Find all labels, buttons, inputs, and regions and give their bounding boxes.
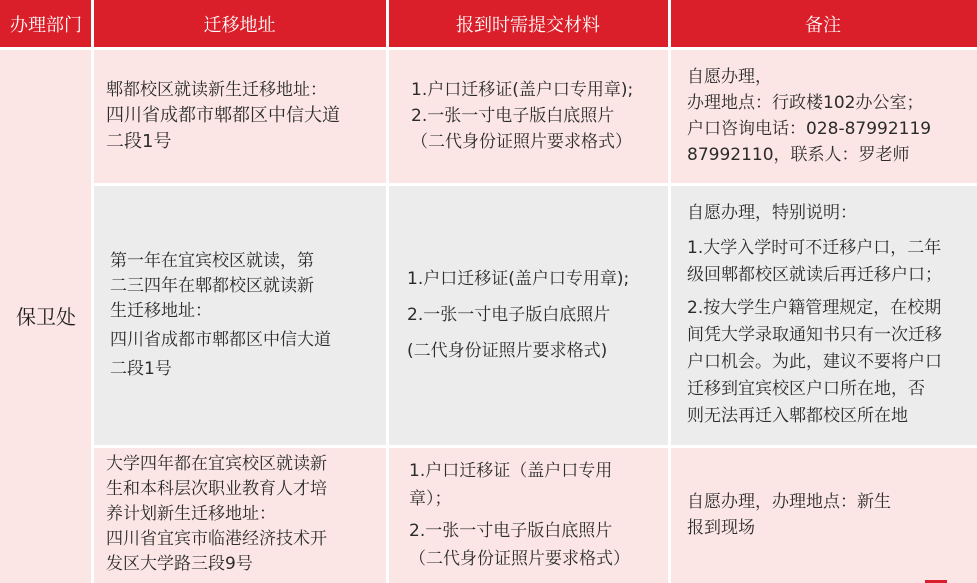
- row1-notes: [669, 48, 977, 184]
- row2-notes: [669, 184, 977, 446]
- header-department: 办理部门: [0, 0, 92, 48]
- row1-materials-line: 1.户口迁移证(盖户口专用章);: [411, 80, 634, 100]
- row2-address: [92, 184, 387, 446]
- row2-address-line: 四川省成都市郫都区中信大道: [110, 329, 331, 350]
- row2-notes-line: 1.大学入学时可不迁移户口，二年: [687, 238, 942, 258]
- grid-line: [0, 47, 977, 50]
- grid-line: [92, 183, 977, 186]
- row1-address-line: 郫都校区就读新生迁移地址：: [106, 80, 327, 100]
- row1-notes-line: 87992110，联系人：罗老师: [687, 145, 910, 165]
- row3-materials-line: 1.户口迁移证（盖户口专用: [409, 460, 613, 481]
- row3-notes: [669, 446, 977, 583]
- row2-notes-line: 级回郫都校区就读后再迁移户口；: [687, 265, 942, 285]
- row1-materials-line: 2.一张一寸电子版白底照片: [411, 106, 615, 126]
- header-address: 迁移地址: [92, 0, 387, 48]
- row2-notes-line: 户口机会。为此，建议不要将户口: [687, 352, 942, 372]
- row3-address-line: 大学四年都在宜宾校区就读新: [106, 454, 327, 474]
- grid-line: [668, 0, 671, 583]
- row2-notes-line: 则无法再迁入郫都校区所在地: [687, 406, 908, 426]
- row2-materials: [387, 184, 669, 446]
- department-cell: [0, 48, 92, 583]
- row3-address-line: 生和本科层次职业教育人才培: [106, 479, 327, 499]
- row1-address: [92, 48, 387, 184]
- row3-materials-line: （二代身份证照片要求格式）: [409, 548, 630, 569]
- row1-notes-line: 自愿办理，: [687, 67, 772, 87]
- row3-notes-line: 自愿办理，办理地点：新生: [687, 491, 891, 512]
- department-label: 保卫处: [16, 305, 76, 329]
- row2-notes-line: 2.按大学生户籍管理规定，在校期: [687, 298, 942, 318]
- row2-notes-line: 迁移到宜宾校区户口所在地，否: [687, 379, 925, 399]
- row1-notes-line: 户口咨询电话：028-87992119: [687, 119, 932, 139]
- grid-line: [92, 445, 977, 448]
- row2-notes-line: 自愿办理，特别说明：: [687, 203, 857, 223]
- grid-line: [386, 0, 389, 583]
- row3-materials: [387, 446, 669, 583]
- row3-materials-line: 章）；: [409, 488, 452, 509]
- row2-address-line: 二三四年在郫都校区就读新: [110, 275, 314, 296]
- header-materials: 报到时需提交材料: [387, 0, 669, 48]
- row2-materials-line: 1.户口迁移证(盖户口专用章);: [407, 269, 630, 289]
- row3-address-line: 养计划新生迁移地址：: [106, 504, 276, 524]
- row2-notes-line: 间凭大学录取通知书只有一次迁移: [687, 325, 942, 345]
- row3-materials-line: 2.一张一寸电子版白底照片: [409, 520, 613, 541]
- row2-address-line: 生迁移地址：: [110, 300, 212, 321]
- row1-materials-line: （二代身份证照片要求格式）: [411, 132, 632, 152]
- header-notes: 备注: [669, 0, 977, 48]
- row2-address-line: 第一年在宜宾校区就读，第: [110, 250, 314, 271]
- row3-notes-line: 报到现场: [687, 517, 755, 538]
- row3-address: [92, 446, 387, 583]
- row1-address-line: 四川省成都市郫都区中信大道: [106, 105, 340, 126]
- row2-materials-line: (二代身份证照片要求格式): [407, 341, 608, 361]
- row1-notes-line: 办理地点：行政楼102办公室；: [687, 93, 924, 113]
- row1-address-line: 二段1号: [106, 131, 172, 152]
- row3-address-line: 发区大学路三段9号: [106, 554, 253, 574]
- row3-address-line: 四川省宜宾市临港经济技术开: [106, 529, 327, 549]
- row1-materials: [387, 48, 669, 184]
- grid-line: [91, 0, 94, 583]
- row2-address-line: 二段1号: [110, 358, 172, 379]
- row2-materials-line: 2.一张一寸电子版白底照片: [407, 305, 611, 325]
